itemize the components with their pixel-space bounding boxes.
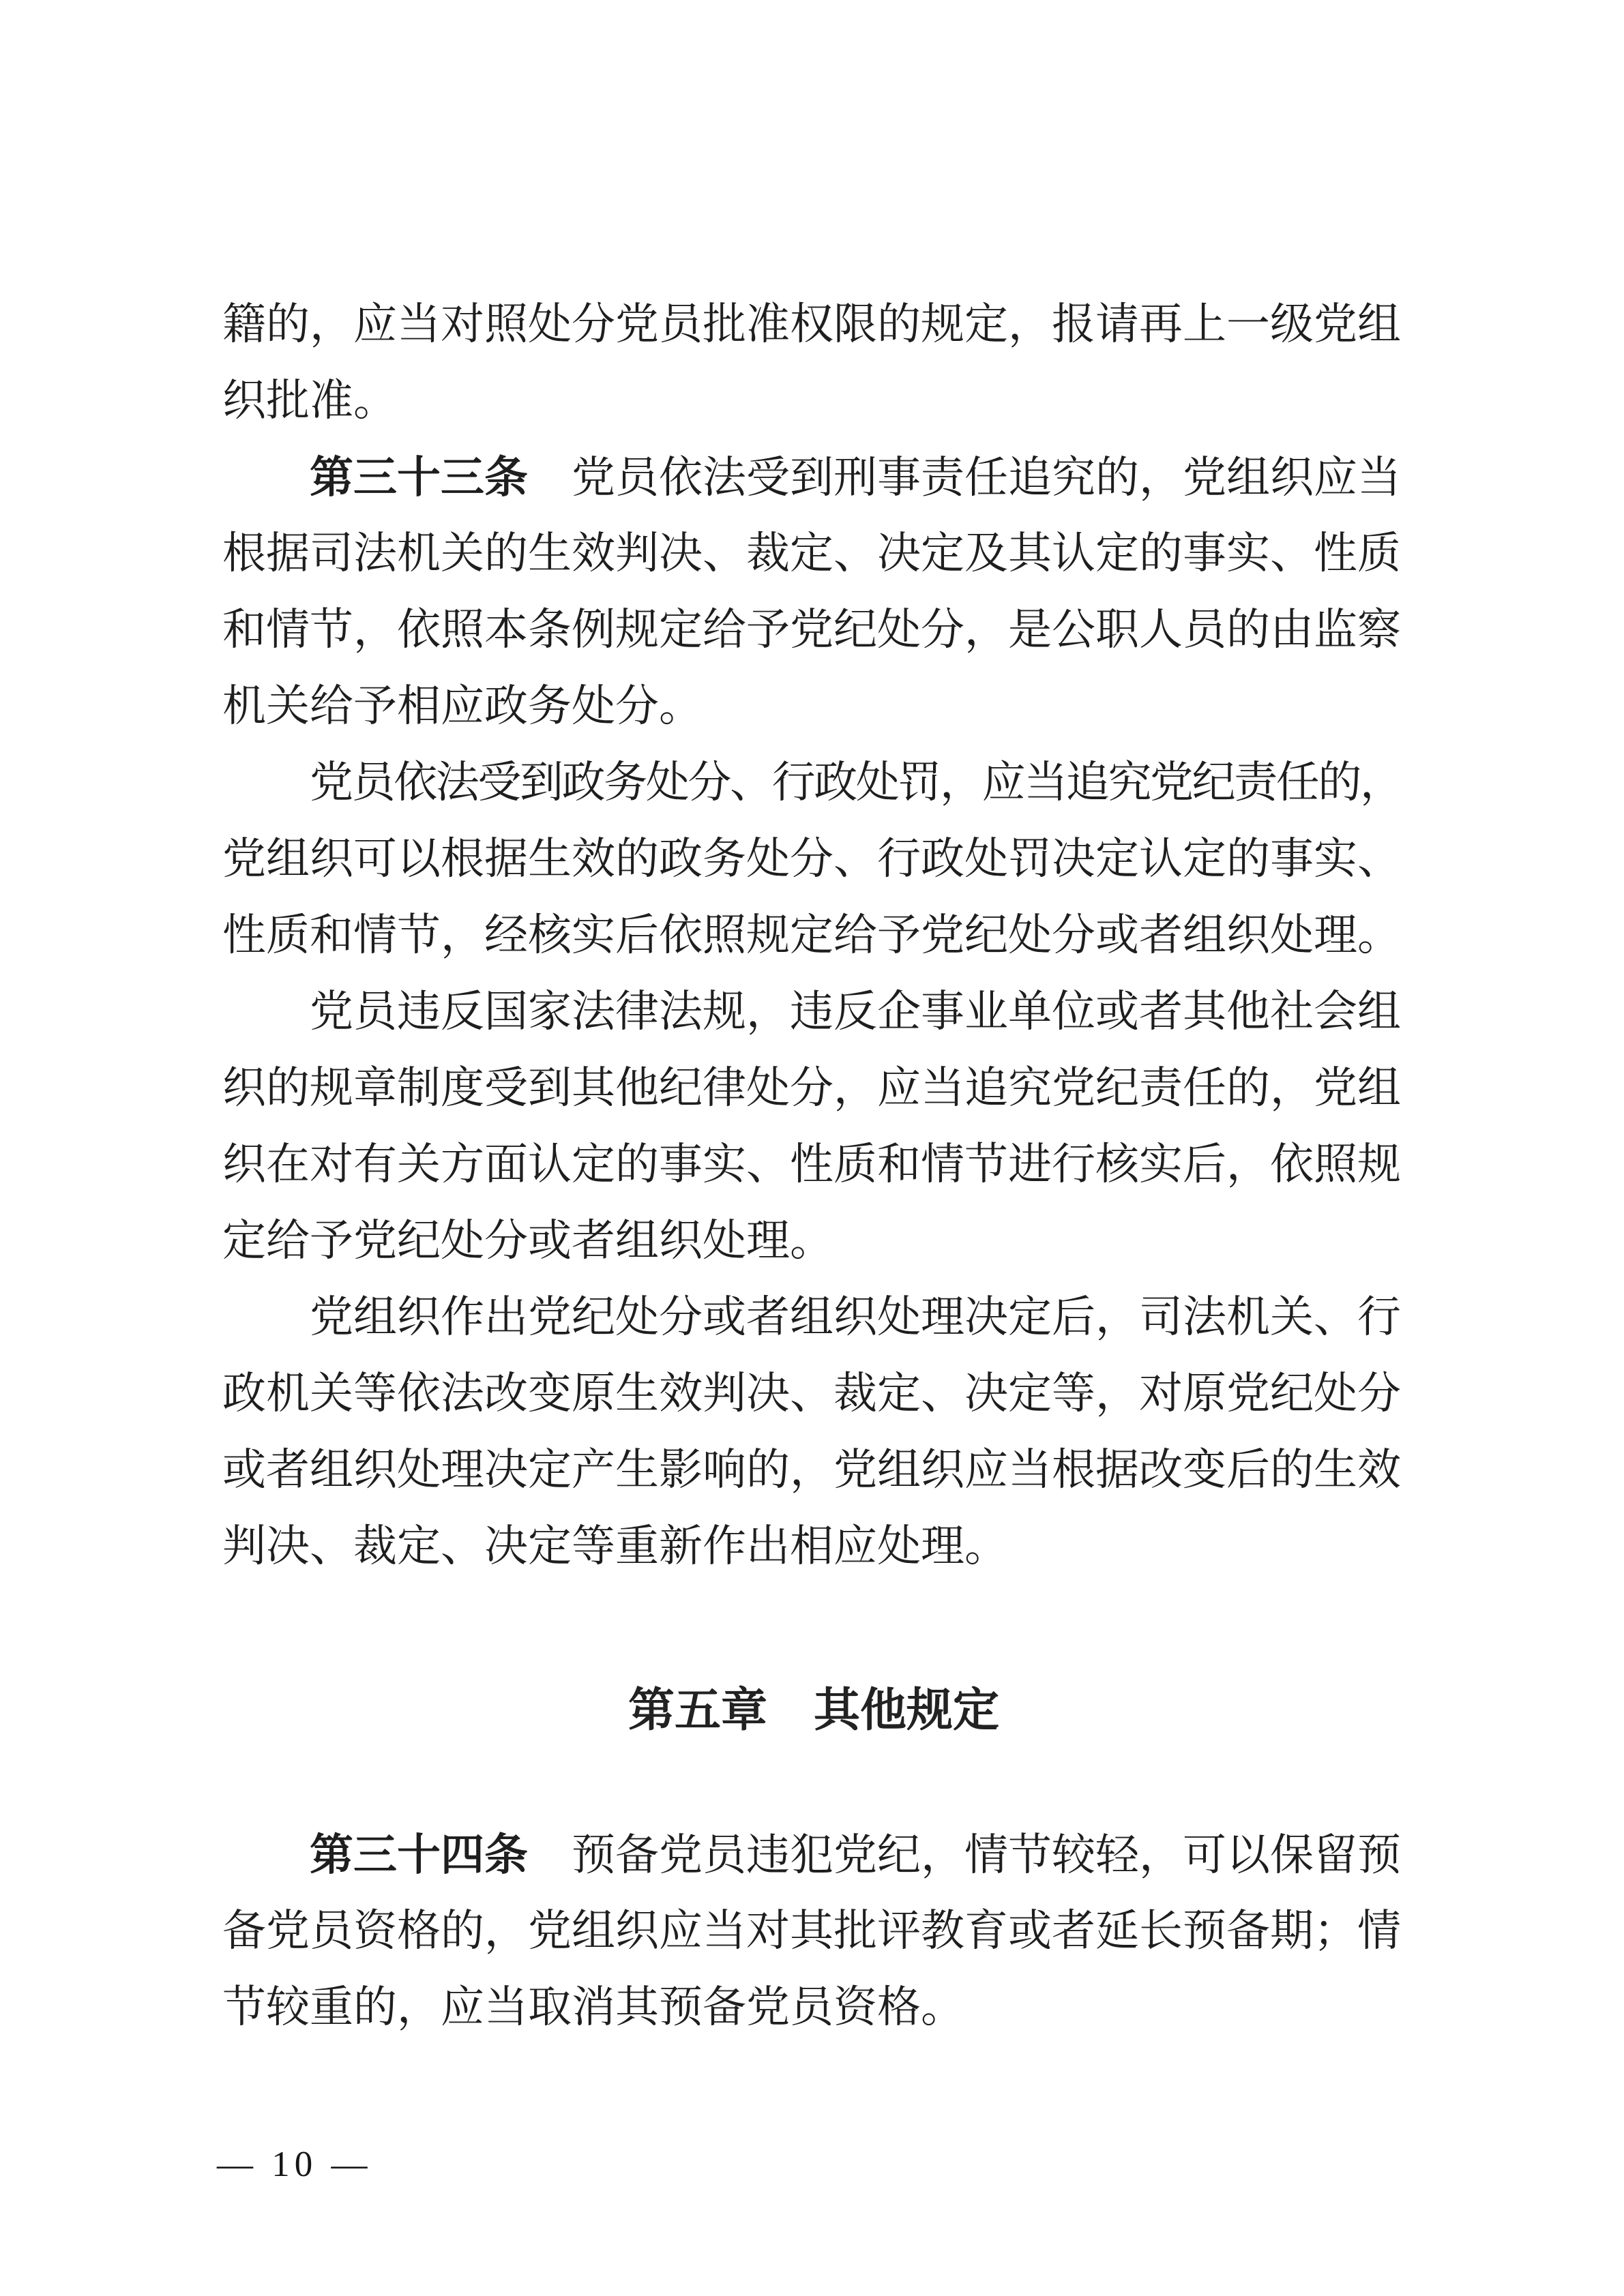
text-segment: 政机关等依法改变原生效判决、裁定、决定等，对原党纪处分: [222, 1369, 1401, 1418]
text-line: [222, 1356, 1405, 1432]
text-line: [222, 974, 1405, 1050]
text-line: [222, 1508, 1405, 1585]
text-line: [222, 1893, 1405, 1969]
text-segment: 根据司法机关的生效判决、裁定、决定及其认定的事实、性质: [222, 529, 1401, 578]
text-line: [222, 1050, 1405, 1127]
text-line: [222, 592, 1405, 668]
text-segment: 籍的，应当对照处分党员批准权限的规定，报请再上一级党组: [222, 300, 1401, 348]
text-line: [222, 821, 1405, 897]
text-segment: 预备党员违犯党纪，情节较轻，可以保留预: [528, 1831, 1401, 1879]
text-line: [222, 1279, 1405, 1356]
text-segment: 判决、裁定、决定等重新作出相应处理。: [222, 1522, 1008, 1570]
text-segment: 节较重的，应当取消其预备党员资格。: [222, 1983, 964, 2031]
text-segment: 备党员资格的，党组织应当对其批评教育或者延长预备期；情: [222, 1907, 1401, 1955]
chapter-heading: 第五章 其他规定: [628, 1684, 999, 1736]
text-line: [222, 1127, 1405, 1203]
text-segment: 党组织作出党纪处分或者组织处理决定后，司法机关、行: [310, 1293, 1401, 1341]
text-segment: 织在对有关方面认定的事实、性质和情节进行核实后，依照规: [222, 1140, 1401, 1189]
text-segment: 党员依法受到政务处分、行政处罚，应当追究党纪责任的，: [310, 758, 1402, 807]
article-number: 第三十四条: [310, 1830, 528, 1879]
text-segment: 性质和情节，经核实后依照规定给予党纪处分或者组织处理。: [222, 911, 1401, 959]
text-line: [222, 1203, 1405, 1279]
text-segment: 定给予党纪处分或者组织处理。: [222, 1217, 833, 1265]
text-segment: 或者组织处理决定产生影响的，党组织应当根据改变后的生效: [222, 1446, 1401, 1494]
article-number: 第三十三条: [310, 453, 528, 502]
text-segment: 党员依法受到刑事责任追究的，党组织应当: [528, 453, 1401, 502]
text-line: [222, 363, 1405, 439]
page-number: — 10 —: [217, 2145, 372, 2184]
text-segment: 机关给予相应政务处分。: [222, 682, 703, 730]
text-segment: 党组织可以根据生效的政务处分、行政处罚决定认定的事实、: [222, 835, 1401, 883]
text-line: [222, 516, 1405, 592]
text-line: [222, 1432, 1405, 1508]
text-segment: 织的规章制度受到其他纪律处分，应当追究党纪责任的，党组: [222, 1064, 1401, 1112]
text-line: [222, 668, 1405, 745]
text-segment: 党员违反国家法律法规，违反企事业单位或者其他社会组: [310, 987, 1401, 1036]
text-segment: 织批准。: [222, 376, 397, 425]
text-segment: 和情节，依照本条例规定给予党纪处分，是公职人员的由监察: [222, 606, 1401, 654]
text-line: [222, 1817, 1405, 1893]
text-line: [222, 439, 1405, 516]
text-line: [222, 745, 1405, 821]
text-line: [222, 286, 1405, 363]
text-line: [222, 1969, 1405, 2046]
text-line: [222, 897, 1405, 974]
document-body: [222, 286, 1405, 2046]
